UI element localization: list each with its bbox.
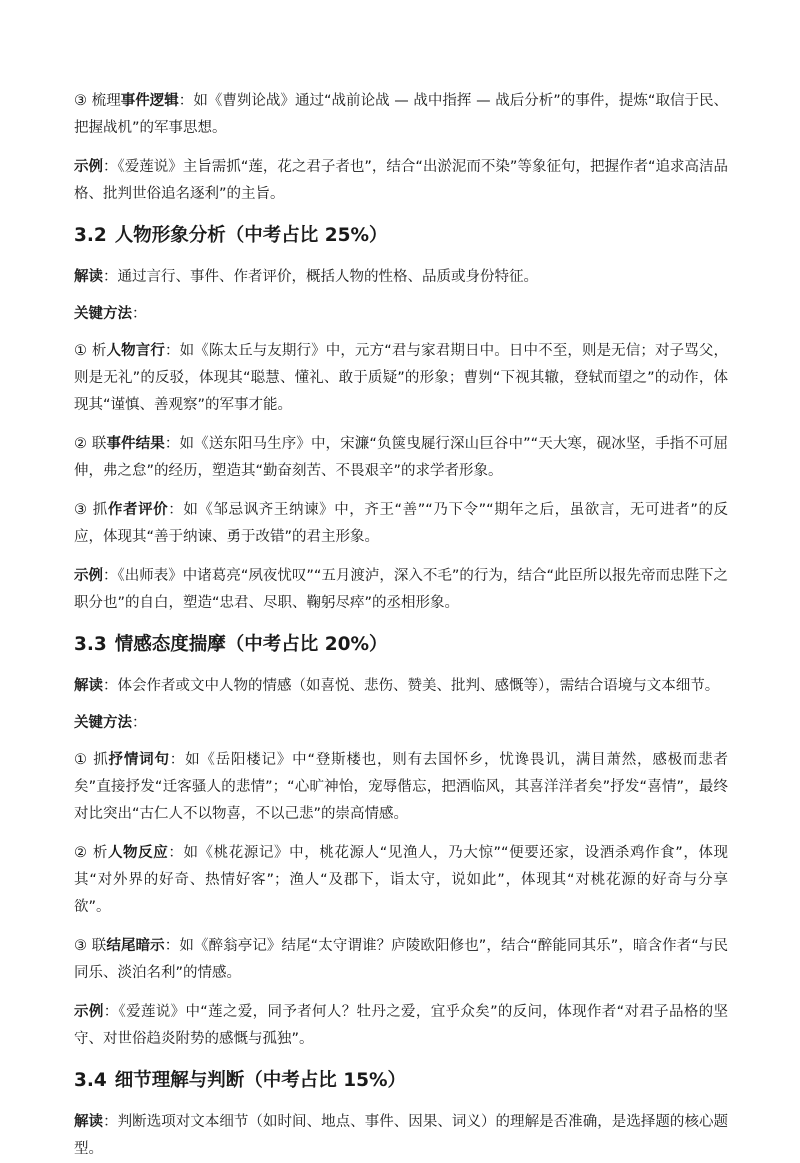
section-title: 细节理解与判断（中考占比 15%）	[114, 1070, 407, 1091]
item-text: 如《醉翁亭记》结尾“太守谓谁？庐陵欧阳修也”，结合“醉能同其乐”，暗含作者“与民同乐、淡泊名利”的情感。	[74, 938, 729, 981]
method-item: ① 析人物言行：如《陈太丘与友期行》中，元方“君与家君期日中。日中不至，则是无信；对子骂父，则是无礼”的反驳，体现其“聪慧、懂礼、敢于质疑”的形象；曹刿“下视其辙，登轼而望之”的动作，体现其“谨慎、善观察”的军事才能。	[74, 343, 729, 413]
method-item: ① 抓抒情词句：如《岳阳楼记》中“登斯楼也，则有去国怀乡，忧谗畏讥，满目萧然，感极而悲者矣”直接抒发“迁客骚人的悲情”；“心旷神怡，宠辱偕忘，把酒临风，其喜洋洋者矣”抒发“喜情”，最终对比突出“古仁人不以物喜，不以己悲”的崇高情感。	[74, 752, 729, 822]
example-text: 《爱莲说》主旨需抓“莲，花之君子者也”，结合“出淤泥而不染”等象征句，把握作者“追求高洁品格、批判世俗追名逐利”的主旨。	[74, 159, 729, 202]
example-label: 示例	[74, 1004, 104, 1020]
interpretation-paragraph: 解读：体会作者或文中人物的情感（如喜悦、悲伤、赞美、批判、感慨等），需结合语境与文本细节。	[74, 678, 720, 694]
item-text: 如《送东阳马生序》中，宋濂“负箧曳屣行深山巨谷中”“天大寒，砚冰坚，手指不可屈伸，弗之怠”的经历，塑造其“勤奋刻苦、不畏艰辛”的求学者形象。	[74, 436, 728, 479]
example-label: 示例	[74, 568, 104, 584]
method-item-event-logic: ③ 梳理事件逻辑：如《曹刿论战》通过“战前论战 — 战中指挥 — 战后分析”的事件，提炼“取信于民、把握战机”的军事思想。	[74, 93, 729, 136]
item-keyword: 抒情词句	[108, 752, 170, 768]
method-item: ② 联事件结果：如《送东阳马生序》中，宋濂“负箧曳屣行深山巨谷中”“天大寒，砚冰坚，手指不可屈伸，弗之怠”的经历，塑造其“勤奋刻苦、不畏艰辛”的求学者形象。	[74, 436, 728, 479]
interpretation-text: 体会作者或文中人物的情感（如喜悦、悲伤、赞美、批判、感慨等），需结合语境与文本细节。	[117, 678, 720, 694]
section-title: 人物形象分析（中考占比 25%）	[114, 225, 388, 246]
interpretation-paragraph: 解读：判断选项对文本细节（如时间、地点、事件、因果、词义）的理解是否准确，是选择题的核心题型。	[74, 1114, 729, 1157]
example-paragraph: 示例：《爱莲说》中“莲之爱，同予者何人？牡丹之爱，宜乎众矣”的反问，体现作者“对君子品格的坚守、对世俗趋炎附势的感慨与孤独”。	[74, 1004, 729, 1047]
item-keyword: 事件逻辑	[120, 93, 179, 109]
key-methods-label: 关键方法：	[74, 715, 147, 731]
method-item: ③ 联结尾暗示：如《醉翁亭记》结尾“太守谓谁？庐陵欧阳修也”，结合“醉能同其乐”，暗含作者“与民同乐、淡泊名利”的情感。	[74, 938, 729, 981]
item-marker: ②	[74, 845, 88, 861]
item-marker: ①	[74, 343, 88, 359]
item-keyword: 结尾暗示	[106, 938, 165, 954]
section-number: 3.4	[74, 1070, 107, 1091]
example-text: 《爱莲说》中“莲之爱，同予者何人？牡丹之爱，宜乎众矣”的反问，体现作者“对君子品格的坚守、对世俗趋炎附势的感慨与孤独”。	[74, 1004, 729, 1047]
item-marker: ②	[74, 436, 88, 452]
interpretation-text: 判断选项对文本细节（如时间、地点、事件、因果、词义）的理解是否准确，是选择题的核心题型。	[74, 1114, 729, 1157]
section-title: 情感态度揣摩（中考占比 20%）	[114, 634, 388, 655]
interpretation-label: 解读	[74, 269, 103, 285]
item-keyword: 人物言行	[106, 343, 165, 359]
item-marker: ③	[74, 502, 88, 518]
item-text: 如《陈太丘与友期行》中，元方“君与家君期日中。日中不至，则是无信；对子骂父，则是无礼”的反驳，体现其“聪慧、懂礼、敢于质疑”的形象；曹刿“下视其辙，登轼而望之”的动作，体现其“谨慎、善观察”的军事才能。	[74, 343, 729, 413]
item-text: 如《桃花源记》中，桃花源人“见渔人，乃大惊”“便要还家，设酒杀鸡作食”，体现其“对外界的好奇、热情好客”；渔人“及郡下，诣太守，说如此”，体现其“对桃花源的好奇与分享欲”。	[74, 845, 729, 915]
item-keyword: 作者评价	[107, 502, 169, 518]
item-text: 如《曹刿论战》通过“战前论战 — 战中指挥 — 战后分析”的事件，提炼“取信于民、把握战机”的军事思想。	[74, 93, 729, 136]
item-marker: ③	[74, 938, 88, 954]
interpretation-label: 解读	[74, 1114, 104, 1130]
item-verb: 梳理	[91, 93, 121, 109]
item-marker: ③	[74, 93, 88, 109]
example-text: 《出师表》中诸葛亮“夙夜忧叹”“五月渡泸，深入不毛”的行为，结合“此臣所以报先帝而忠陛下之职分也”的自白，塑造“忠君、尽职、鞠躬尽瘁”的丞相形象。	[74, 568, 729, 611]
example-paragraph: 示例：《出师表》中诸葛亮“夙夜忧叹”“五月渡泸，深入不毛”的行为，结合“此臣所以报先帝而忠陛下之职分也”的自白，塑造“忠君、尽职、鞠躬尽瘁”的丞相形象。	[74, 568, 729, 611]
item-text: 如《岳阳楼记》中“登斯楼也，则有去国怀乡，忧谗畏讥，满目萧然，感极而悲者矣”直接抒发“迁客骚人的悲情”；“心旷神怡，宠辱偕忘，把酒临风，其喜洋洋者矣”抒发“喜情”，最终对比突出“古仁人不以物喜，不以己悲”的崇高情感。	[74, 752, 729, 822]
item-text: 如《邹忌讽齐王纳谏》中，齐王“善”“乃下令”“期年之后，虽欲言，无可进者”的反应，体现其“善于纳谏、勇于改错”的君主形象。	[74, 502, 729, 545]
interpretation-text: 通过言行、事件、作者评价，概括人物的性格、品质或身份特征。	[117, 269, 538, 285]
item-keyword: 人物反应	[107, 845, 169, 861]
section-heading-3-2	[74, 222, 728, 250]
interpretation-label: 解读	[74, 678, 103, 694]
example-paragraph: 示例：《爱莲说》主旨需抓“莲，花之君子者也”，结合“出淤泥而不染”等象征句，把握作者“追求高洁品格、批判世俗追名逐利”的主旨。	[74, 159, 729, 202]
item-marker: ①	[74, 752, 88, 768]
key-methods-label: 关键方法：	[74, 306, 147, 322]
item-keyword: 事件结果	[106, 436, 165, 452]
interpretation-paragraph: 解读：通过言行、事件、作者评价，概括人物的性格、品质或身份特征。	[74, 269, 538, 285]
method-item: ③ 抓作者评价：如《邹忌讽齐王纳谏》中，齐王“善”“乃下令”“期年之后，虽欲言，无可进者”的反应，体现其“善于纳谏、勇于改错”的君主形象。	[74, 502, 729, 545]
section-heading-3-3	[74, 631, 728, 659]
section-number: 3.3	[74, 634, 107, 655]
section-heading-3-4	[74, 1067, 728, 1095]
method-item: ② 析人物反应：如《桃花源记》中，桃花源人“见渔人，乃大惊”“便要还家，设酒杀鸡作食”，体现其“对外界的好奇、热情好客”；渔人“及郡下，诣太守，说如此”，体现其“对桃花源的好奇与分享欲”。	[74, 845, 729, 915]
example-label: 示例	[74, 159, 104, 175]
section-number: 3.2	[74, 225, 107, 246]
